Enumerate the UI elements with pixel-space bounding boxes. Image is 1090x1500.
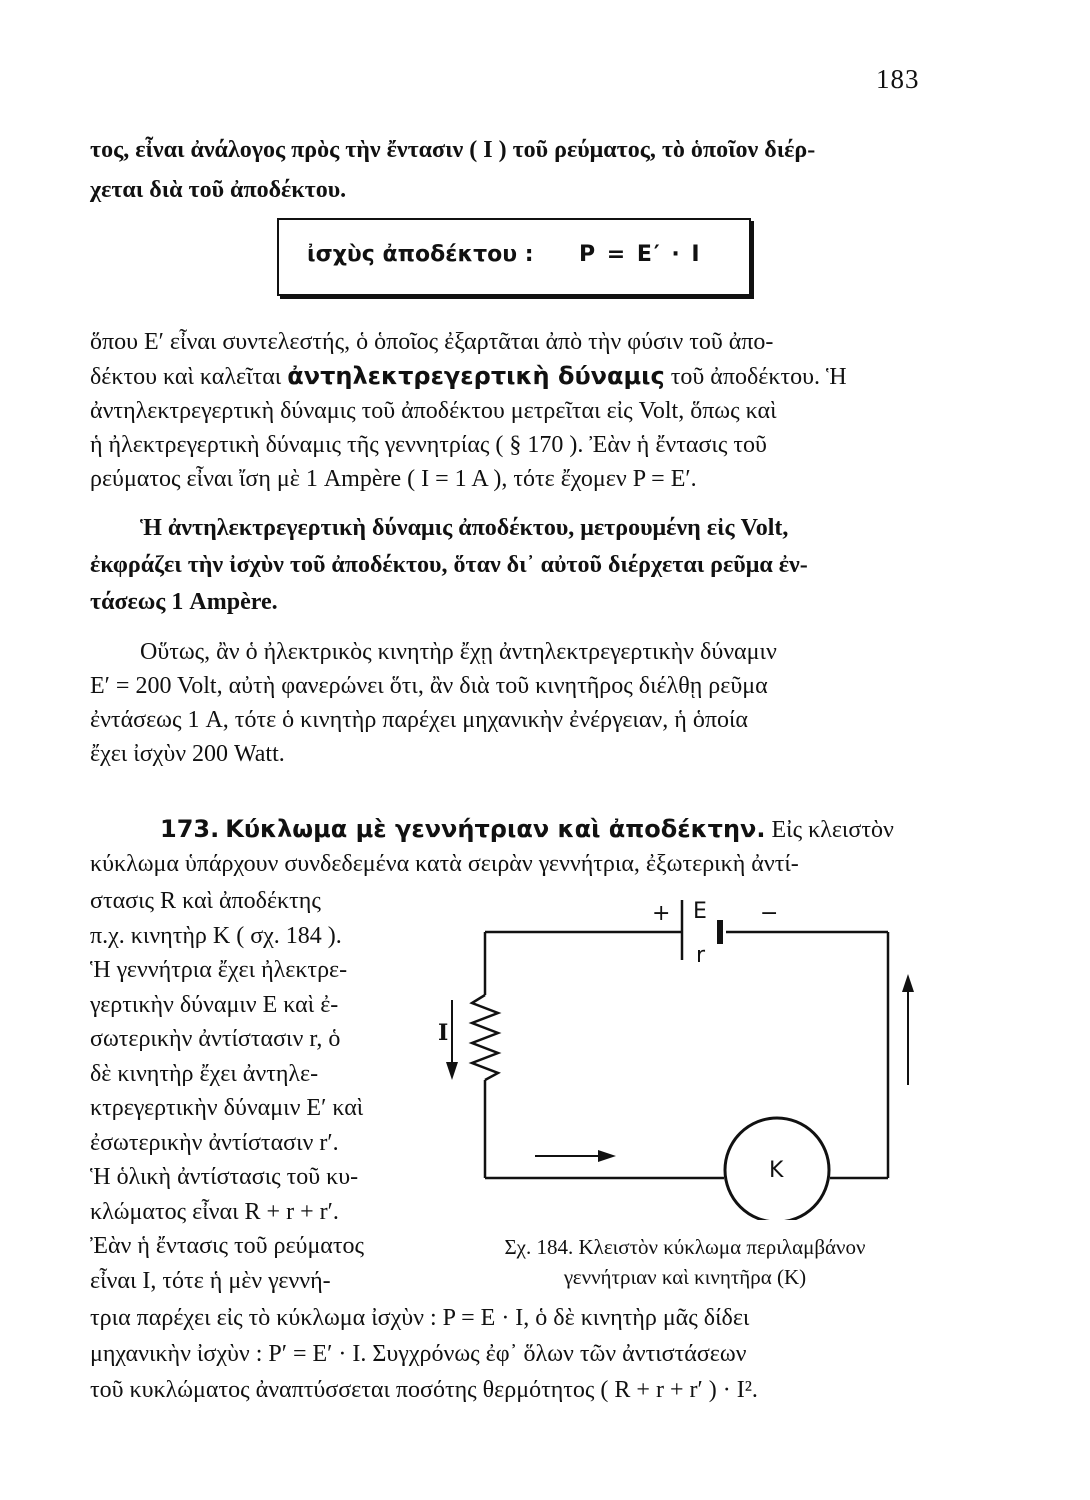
section-heading-line [90, 812, 934, 847]
side-line-9: Ἡ ὁλικὴ ἀντίστασις τοῦ κυ- [90, 1164, 359, 1190]
formula-label: ἰσχὺς ἀποδέκτου : [307, 242, 534, 267]
section-title: Κύκλωμα μὲ γεννήτριαν καὶ ἀποδέκτην. [225, 815, 766, 843]
side-line-8: ἐσωτερικὴν ἀντίστασιν r′. [90, 1129, 339, 1156]
formula-expression: P = E′ · I [579, 242, 702, 267]
side-line-7: κτρεγερτικὴν δύναμιν E′ καὶ [90, 1095, 364, 1121]
motor-label: K [769, 1158, 784, 1183]
closing-paragraph [90, 1300, 934, 1408]
side-line-10: κλώματος εἶναι R + r + r′. [90, 1198, 339, 1225]
arrow-head-bottom [598, 1150, 616, 1162]
p1-line-2 [90, 359, 934, 394]
p1-line-5: ρεύματος εἶναι ἴση μὲ 1 Ampère ( I = 1 A ), τότε ἔχομεν P = E′. [90, 466, 697, 492]
bold-statement [90, 510, 934, 621]
formula-box [277, 218, 751, 296]
section-number: 173. [160, 815, 220, 843]
current-label: I [438, 1020, 449, 1046]
resistor-R [472, 995, 498, 1080]
term-counter-emf: ἀντηλεκτρεγερτικὴ δύναμις [287, 362, 665, 390]
p1-line-2-b: τοῦ ἀποδέκτου. Ἡ [664, 364, 847, 390]
bold-line-3: τάσεως 1 Ampère. [90, 589, 278, 615]
circuit-diagram [430, 880, 920, 1220]
side-column [90, 884, 420, 1298]
intro-line-1: τος, εἶναι ἀνάλογος πρὸς τὴν ἔντασιν ( I ) τοῦ ρεύματος, τὸ ὁποῖον διέρ- [90, 137, 816, 163]
side-line-4: γερτικὴν δύναμιν E καὶ ἐ- [90, 991, 339, 1018]
side-line-5: σωτερικὴν ἀντίστασιν r, ὁ [90, 1026, 341, 1052]
bold-line-1: Ἡ ἀντηλεκτρεγερτικὴ δύναμις ἀποδέκτου, μετρουμένη εἰς Volt, [140, 515, 789, 541]
side-line-1: στασις R καὶ ἀποδέκτης [90, 888, 321, 914]
closing-line-3: τοῦ κυκλώματος ἀναπτύσσεται ποσότης θερμότητος ( R + r + r′ ) · I². [90, 1377, 758, 1403]
side-line-2: π.χ. κινητὴρ K ( σχ. 184 ). [90, 922, 342, 949]
p1-line-3: ἀντηλεκτρεγερτικὴ δύναμις τοῦ ἀποδέκτου μετρεῖται εἰς Volt, ὅπως καὶ [90, 398, 777, 424]
p2-line-2: E′ = 200 Volt, αὐτὴ φανερώνει ὅτι, ἂν διὰ τοῦ κινητῆρος διέλθῃ ρεῦμα [90, 673, 768, 699]
internal-resistance-label: r [696, 943, 706, 968]
p1-line-1: ὅπου E′ εἶναι συντελεστής, ὁ ὁποῖος ἐξαρτᾶται ἀπὸ τὴν φύσιν τοῦ ἀπο- [90, 329, 774, 355]
closing-line-1: τρια παρέχει εἰς τὸ κύκλωμα ἰσχὺν : P = E · I, ὁ δὲ κινητὴρ μᾶς δίδει [90, 1305, 750, 1331]
side-line-6: δὲ κινητὴρ ἔχει ἀντηλε- [90, 1060, 319, 1087]
paragraph-2 [90, 635, 934, 771]
p2-line-3: ἐντάσεως 1 A, τότε ὁ κινητὴρ παρέχει μηχανικὴν ἐνέργειαν, ἡ ὁποία [90, 707, 748, 733]
section-173 [90, 812, 934, 881]
p1-line-2-a: δέκτου καὶ καλεῖται [90, 364, 288, 390]
intro-line-2: χεται διὰ τοῦ ἀποδέκτου. [90, 177, 347, 203]
p1-line-4: ἡ ἠλεκτρεγερτικὴ δύναμις τῆς γεννητρίας ( § 170 ). Ἐὰν ἡ ἔντασις τοῦ [90, 432, 767, 458]
section-first-line-rest: Εἰς κλειστὸν [771, 817, 894, 843]
emf-label: E [693, 899, 707, 924]
plus-sign: + [652, 901, 671, 926]
bold-line-2: ἐκφράζει τὴν ἰσχὺν τοῦ ἀποδέκτου, ὅταν δι᾽ αὐτοῦ διέρχεται ρεῦμα ἐν- [90, 552, 808, 578]
arrow-head-left [446, 1062, 458, 1080]
side-line-3: Ἡ γεννήτρια ἔχει ἠλεκτρε- [90, 957, 348, 983]
paragraph-1 [90, 325, 934, 496]
side-line-12: εἶναι I, τότε ἡ μὲν γεννή- [90, 1267, 331, 1294]
minus-sign: − [760, 901, 779, 926]
intro-paragraph [90, 130, 934, 210]
caption-line-1: Σχ. 184. Κλειστὸν κύκλωμα περιλαμβάνον [504, 1235, 866, 1259]
p2-line-1: Οὕτως, ἂν ὁ ἠλεκτρικὸς κινητὴρ ἔχῃ ἀντηλεκτρεγερτικὴν δύναμιν [140, 639, 777, 665]
side-line-11: Ἐὰν ἡ ἔντασις τοῦ ρεύματος [90, 1233, 365, 1259]
section-second-line: κύκλωμα ὑπάρχουν συνδεδεμένα κατὰ σειρὰν γεννήτρια, ἐξωτερικὴ ἀντί- [90, 851, 799, 877]
figure-caption [445, 1232, 925, 1292]
p2-line-4: ἔχει ἰσχὺν 200 Watt. [90, 741, 285, 767]
page-number: 183 [876, 64, 920, 94]
closing-line-2: μηχανικὴν ἰσχὺν : P′ = E′ · I. Συγχρόνως ἐφ᾽ ὅλων τῶν ἀντιστάσεων [90, 1341, 747, 1367]
arrow-head-right [902, 974, 914, 992]
caption-line-2: γεννήτριαν καὶ κινητῆρα (K) [563, 1265, 807, 1289]
